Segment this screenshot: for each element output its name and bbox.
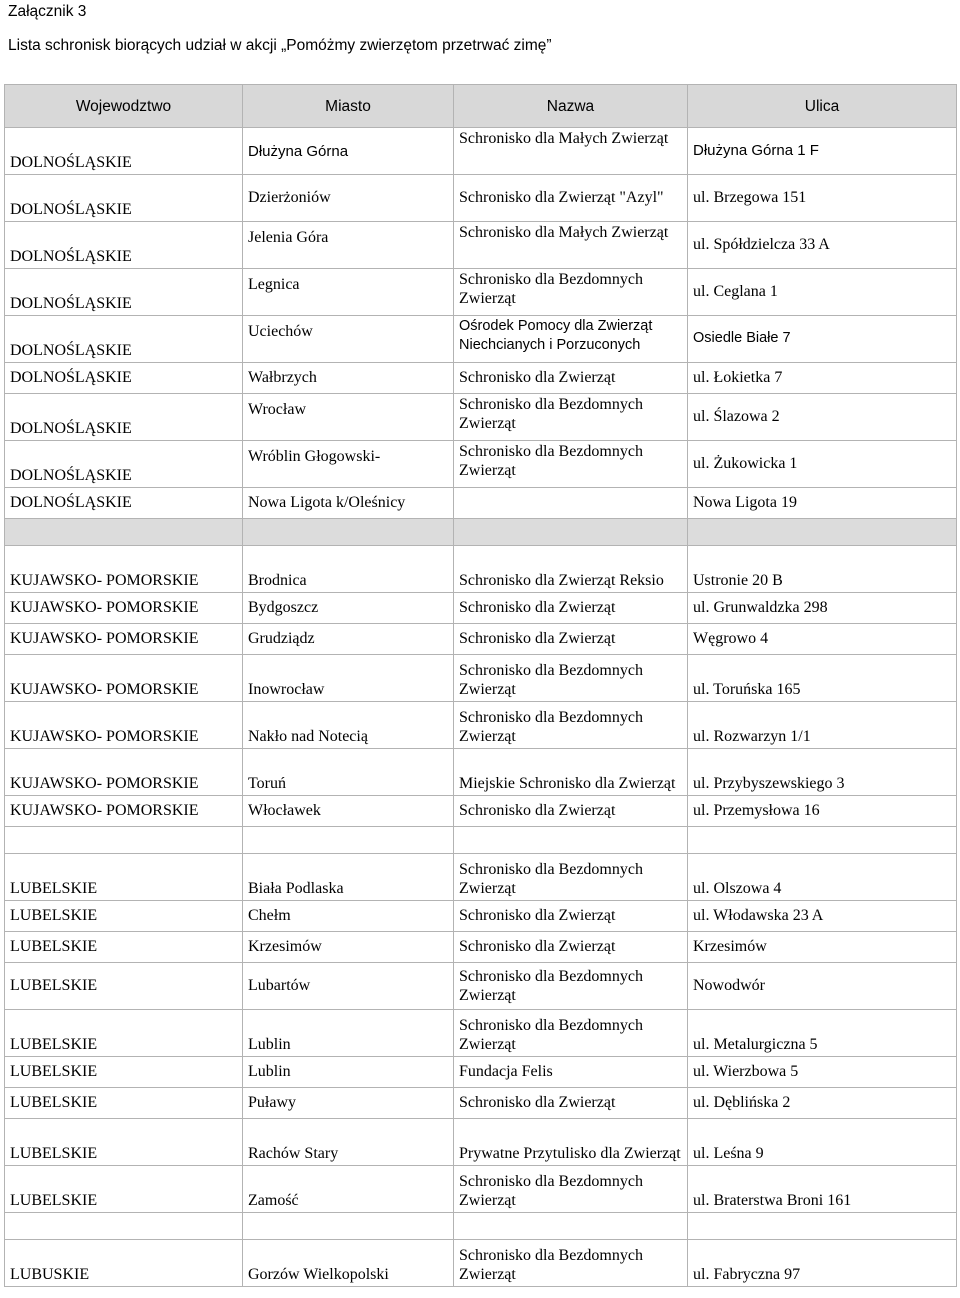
cell-name: Schronisko dla Zwierząt [454,901,688,932]
table-row [5,394,957,441]
header-street: Ulica [688,85,957,128]
cell-name: Schronisko dla Zwierząt [454,363,688,394]
shelter-table [4,84,957,1287]
cell-name: Schronisko dla Bezdomnych Zwierząt [454,1166,688,1213]
cell-name: Schronisko dla Zwierząt [454,932,688,963]
cell-street: ul. Ceglana 1 [688,269,957,316]
cell-name: Prywatne Przytulisko dla Zwierząt [454,1119,688,1166]
separator-row [5,519,957,546]
cell-voivodeship: KUJAWSKO- POMORSKIE [5,655,243,702]
separator-cell [688,519,957,546]
cell-voivodeship: KUJAWSKO- POMORSKIE [5,702,243,749]
cell-street: ul. Braterstwa Broni 161 [688,1166,957,1213]
table-row [5,796,957,827]
cell-street: ul. Przemysłowa 16 [688,796,957,827]
table-row [5,624,957,655]
cell-city: Lubartów [243,963,454,1010]
cell-voivodeship: LUBELSKIE [5,901,243,932]
cell-city: Dzierżoniów [243,175,454,222]
table-row [5,222,957,269]
cell-voivodeship: KUJAWSKO- POMORSKIE [5,546,243,593]
cell-name: Schronisko dla Bezdomnych Zwierząt [454,269,688,316]
table-row [5,932,957,963]
table-row [5,1088,957,1119]
cell-city: Gorzów Wielkopolski [243,1240,454,1287]
separator-cell [243,827,454,854]
cell-street: Węgrowo 4 [688,624,957,655]
cell-city: Puławy [243,1088,454,1119]
cell-city: Bydgoszcz [243,593,454,624]
cell-name: Schronisko dla Bezdomnych Zwierząt [454,963,688,1010]
cell-street: ul. Olszowa 4 [688,854,957,901]
separator-cell [243,1213,454,1240]
cell-street: ul. Spółdzielcza 33 A [688,222,957,269]
cell-city: Nakło nad Notecią [243,702,454,749]
cell-city: Brodnica [243,546,454,593]
table-row [5,901,957,932]
separator-cell [5,1213,243,1240]
cell-name: Fundacja Felis [454,1057,688,1088]
table-row [5,546,957,593]
header-name: Nazwa [454,85,688,128]
table-row [5,1240,957,1287]
cell-street: ul. Żukowicka 1 [688,441,957,488]
separator-cell [688,827,957,854]
cell-voivodeship: LUBELSKIE [5,1166,243,1213]
cell-city: Nowa Ligota k/Oleśnicy [243,488,454,519]
cell-city: Dłużyna Górna [243,128,454,175]
cell-voivodeship: LUBELSKIE [5,932,243,963]
cell-street: ul. Dęblińska 2 [688,1088,957,1119]
cell-street: ul. Brzegowa 151 [688,175,957,222]
cell-name: Schronisko dla Zwierząt Reksio [454,546,688,593]
cell-voivodeship: DOLNOŚLĄSKIE [5,269,243,316]
cell-street: ul. Rozwarzyn 1/1 [688,702,957,749]
separator-cell [5,827,243,854]
cell-city: Inowrocław [243,655,454,702]
header-city: Miasto [243,85,454,128]
cell-street: ul. Toruńska 165 [688,655,957,702]
table-row [5,1010,957,1057]
separator-cell [454,827,688,854]
cell-voivodeship: KUJAWSKO- POMORSKIE [5,624,243,655]
document-label: Załącznik 3 [8,3,87,20]
cell-city: Rachów Stary [243,1119,454,1166]
cell-name: Schronisko dla Bezdomnych Zwierząt [454,1240,688,1287]
cell-street: ul. Przybyszewskiego 3 [688,749,957,796]
cell-name: Schronisko dla Bezdomnych Zwierząt [454,441,688,488]
cell-voivodeship: DOLNOŚLĄSKIE [5,316,243,363]
table-row [5,749,957,796]
table-row [5,655,957,702]
cell-voivodeship: DOLNOŚLĄSKIE [5,128,243,175]
separator-cell [243,519,454,546]
cell-voivodeship: DOLNOŚLĄSKIE [5,394,243,441]
cell-name: Miejskie Schronisko dla Zwierząt [454,749,688,796]
cell-voivodeship: LUBELSKIE [5,854,243,901]
table-row [5,128,957,175]
cell-street: ul. Metalurgiczna 5 [688,1010,957,1057]
cell-voivodeship: DOLNOŚLĄSKIE [5,488,243,519]
cell-name: Schronisko dla Bezdomnych Zwierząt [454,702,688,749]
cell-name: Schronisko dla Bezdomnych Zwierząt [454,1010,688,1057]
table-header-row [5,85,957,128]
table-row [5,1119,957,1166]
cell-name: Schronisko dla Bezdomnych Zwierząt [454,394,688,441]
table-row [5,269,957,316]
cell-voivodeship: DOLNOŚLĄSKIE [5,363,243,394]
cell-city: Jelenia Góra [243,222,454,269]
table-row [5,1057,957,1088]
separator-cell [454,1213,688,1240]
cell-voivodeship: KUJAWSKO- POMORSKIE [5,593,243,624]
header-voivodeship: Wojewodztwo [5,85,243,128]
cell-city: Zamość [243,1166,454,1213]
cell-voivodeship: LUBUSKIE [5,1240,243,1287]
cell-street: Nowodwór [688,963,957,1010]
separator-row [5,827,957,854]
separator-cell [454,519,688,546]
cell-voivodeship: LUBELSKIE [5,1088,243,1119]
cell-name: Schronisko dla Zwierząt [454,593,688,624]
cell-name: Schronisko dla Zwierząt [454,1088,688,1119]
cell-street: ul. Leśna 9 [688,1119,957,1166]
cell-street: ul. Fabryczna 97 [688,1240,957,1287]
cell-name: Schronisko dla Zwierząt "Azyl" [454,175,688,222]
cell-city: Krzesimów [243,932,454,963]
cell-city: Lublin [243,1010,454,1057]
table-row [5,488,957,519]
table-row [5,363,957,394]
cell-city: Grudziądz [243,624,454,655]
separator-row [5,1213,957,1240]
cell-street: Krzesimów [688,932,957,963]
cell-city: Biała Podlaska [243,854,454,901]
table-row [5,702,957,749]
cell-voivodeship: LUBELSKIE [5,1010,243,1057]
cell-city: Uciechów [243,316,454,363]
cell-street: ul. Grunwaldzka 298 [688,593,957,624]
cell-street: ul. Ślazowa 2 [688,394,957,441]
table-row [5,854,957,901]
cell-city: Wróblin Głogowski- [243,441,454,488]
cell-voivodeship: KUJAWSKO- POMORSKIE [5,796,243,827]
cell-name: Schronisko dla Małych Zwierząt [454,222,688,269]
cell-city: Włocławek [243,796,454,827]
separator-cell [5,519,243,546]
cell-city: Wrocław [243,394,454,441]
document-title: Lista schronisk biorących udział w akcji „Pomóżmy zwierzętom przetrwać zimę” [8,37,552,54]
cell-name [454,488,688,519]
cell-name: Schronisko dla Zwierząt [454,796,688,827]
cell-city: Wałbrzych [243,363,454,394]
cell-voivodeship: DOLNOŚLĄSKIE [5,222,243,269]
cell-name: Schronisko dla Małych Zwierząt [454,128,688,175]
cell-name: Schronisko dla Zwierząt [454,624,688,655]
table-row [5,1166,957,1213]
table-row [5,316,957,363]
table-row [5,441,957,488]
table-row [5,593,957,624]
table-row [5,963,957,1010]
cell-street: ul. Łokietka 7 [688,363,957,394]
cell-name: Schronisko dla Bezdomnych Zwierząt [454,655,688,702]
cell-city: Toruń [243,749,454,796]
cell-name: Schronisko dla Bezdomnych Zwierząt [454,854,688,901]
cell-street: Ustronie 20 B [688,546,957,593]
cell-street: ul. Włodawska 23 A [688,901,957,932]
cell-voivodeship: DOLNOŚLĄSKIE [5,441,243,488]
cell-voivodeship: DOLNOŚLĄSKIE [5,175,243,222]
separator-cell [688,1213,957,1240]
table-row [5,175,957,222]
cell-voivodeship: LUBELSKIE [5,963,243,1010]
cell-street: Nowa Ligota 19 [688,488,957,519]
cell-voivodeship: KUJAWSKO- POMORSKIE [5,749,243,796]
cell-city: Lublin [243,1057,454,1088]
cell-street: ul. Wierzbowa 5 [688,1057,957,1088]
cell-voivodeship: LUBELSKIE [5,1119,243,1166]
cell-city: Legnica [243,269,454,316]
cell-street: Osiedle Białe 7 [688,316,957,363]
cell-voivodeship: LUBELSKIE [5,1057,243,1088]
cell-street: Dłużyna Górna 1 F [688,128,957,175]
cell-name: Ośrodek Pomocy dla Zwierząt Niechcianych i Porzuconych [454,316,688,363]
cell-city: Chełm [243,901,454,932]
